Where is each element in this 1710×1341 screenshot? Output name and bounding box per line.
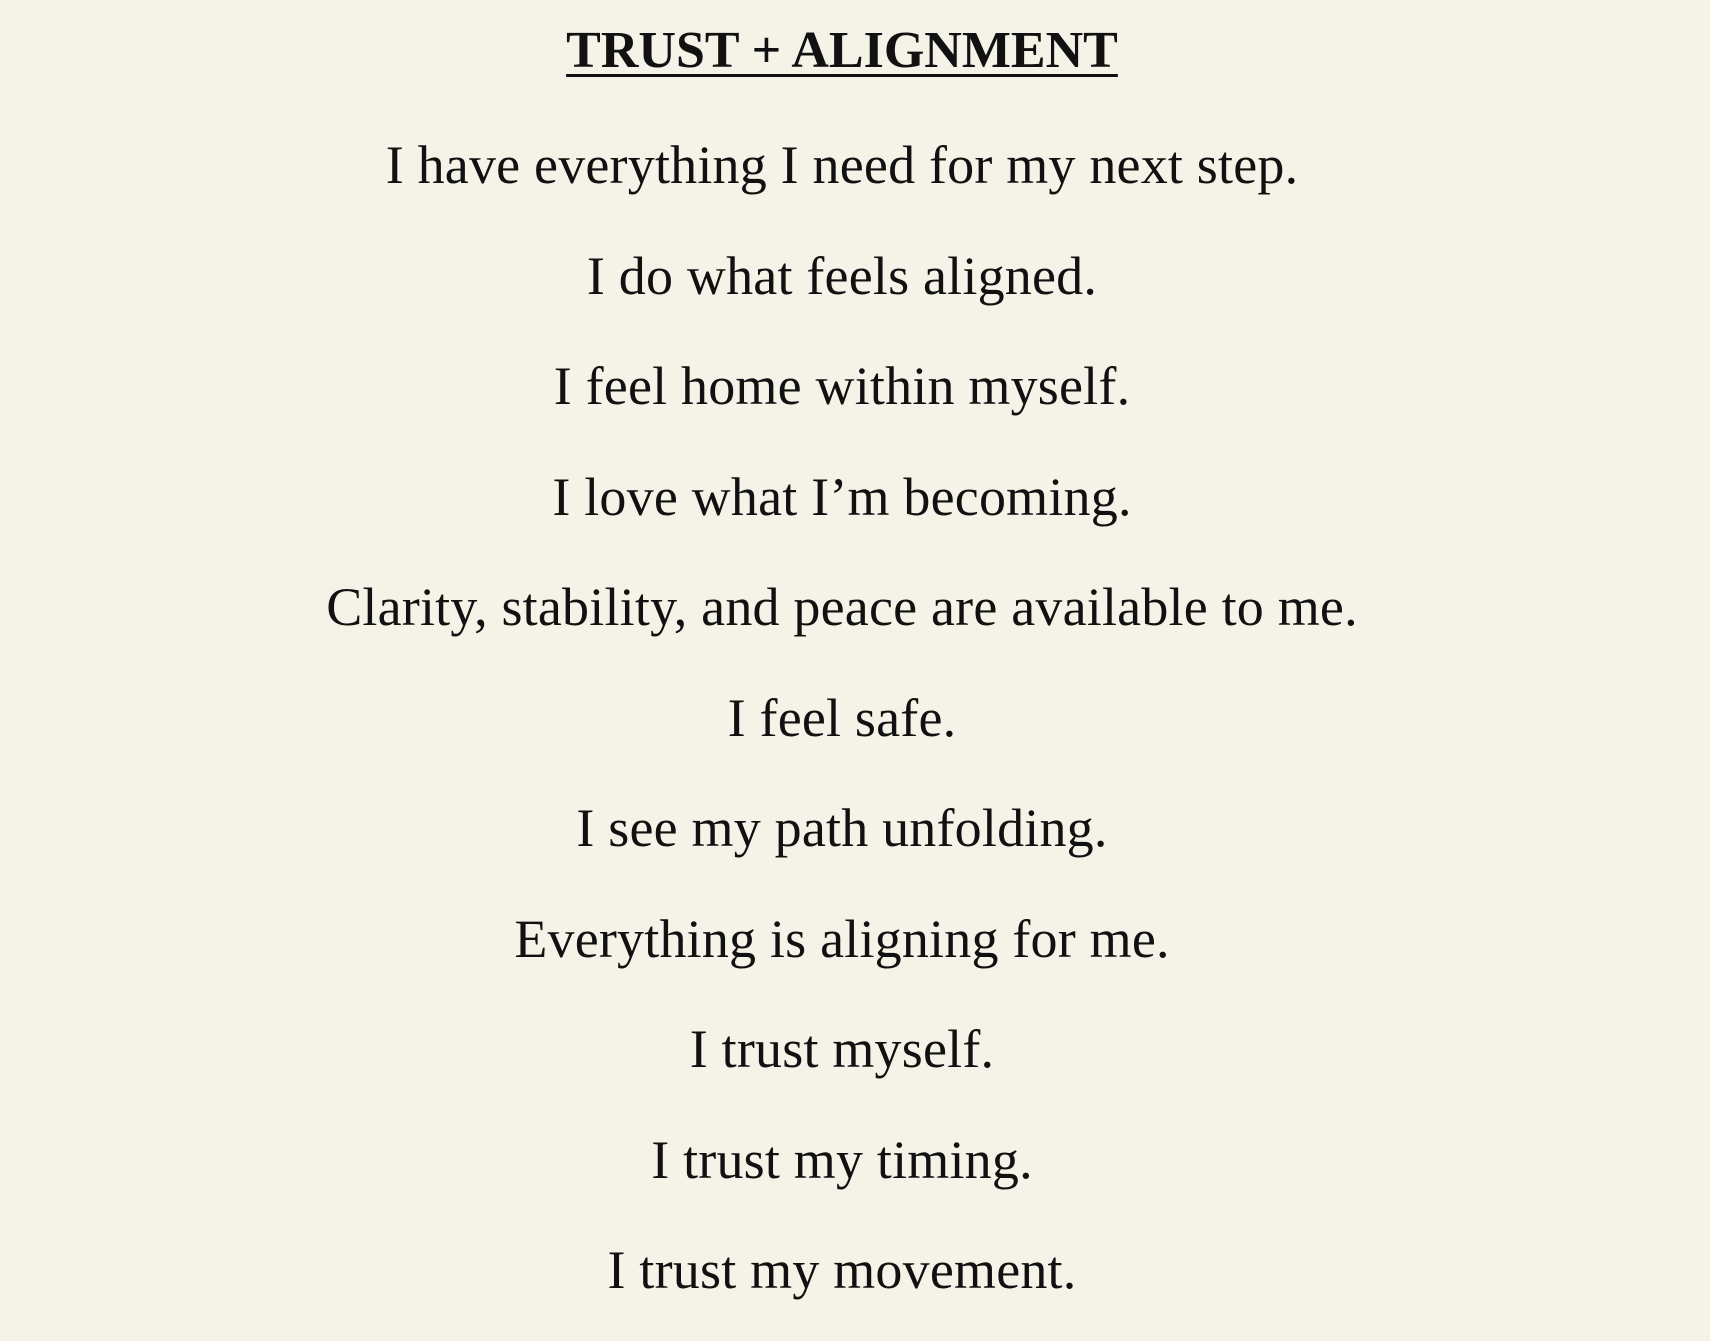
affirmation-line: I trust my movement. — [607, 1240, 1077, 1300]
affirmation-line: I trust myself. — [689, 1019, 995, 1079]
affirmation-line: I feel safe. — [727, 687, 957, 748]
affirmation-line: Clarity, stability, and peace are available to me. — [326, 577, 1358, 637]
affirmation-line: I trust my timing. — [651, 1129, 1033, 1190]
affirmation-line: I have everything I need for my next step. — [385, 135, 1299, 195]
affirmation-list — [0, 125, 1684, 1341]
affirmation-line: I see my path unfolding. — [576, 798, 1108, 858]
affirmation-line: I do what feels aligned. — [586, 245, 1098, 306]
page-title: TRUST + ALIGNMENT — [566, 22, 1118, 79]
affirmation-line: Everything is aligning for me. — [514, 908, 1170, 969]
affirmation-line: I love what I’m becoming. — [552, 466, 1132, 527]
affirmation-line: I feel home within myself. — [553, 356, 1131, 416]
